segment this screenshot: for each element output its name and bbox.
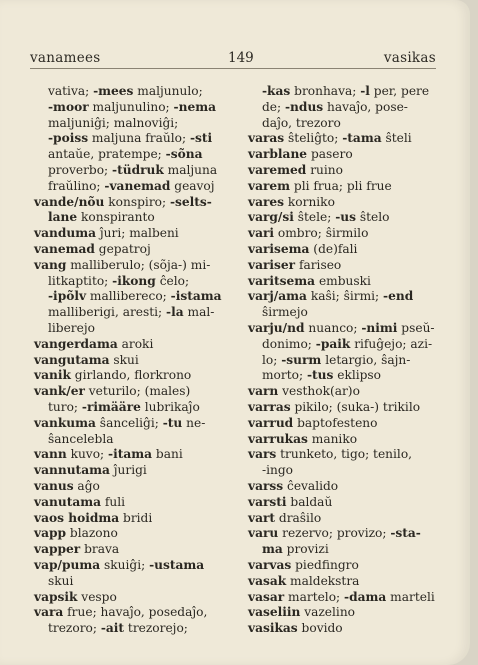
entry-headword-line: vankuma ŝanceliĝi; -tu ne- xyxy=(34,415,206,430)
entry-headword-line: varisema (de)fali xyxy=(248,241,358,256)
entry-headword-line: vapper brava xyxy=(34,542,120,557)
entry-headword-line: varras pikilo; (suka-) trikilo xyxy=(248,399,421,414)
entry-headword-line: vanduma ĵuri; malbeni xyxy=(34,226,179,241)
entry-continuation-line: -moor maljunulino; -nema xyxy=(48,99,216,114)
entry-continuation-line: ŝancelebla xyxy=(48,431,114,446)
entry-headword-line: varemed ruino xyxy=(248,162,343,177)
right-column xyxy=(248,84,444,637)
left-column xyxy=(34,84,230,637)
entry-headword-line: vasar martelo; -dama marteli xyxy=(248,589,435,604)
entry-headword-line: vann kuvo; -itama bani xyxy=(34,447,183,462)
entry-headword-line: vannutama ĵurigi xyxy=(34,463,147,478)
entry-continuation-line: skui xyxy=(48,573,74,588)
entry-headword-line: vaseliin vazelino xyxy=(248,605,356,620)
entry-headword-line: vang malliberulo; (sõja-) mi- xyxy=(34,257,211,272)
entry-headword-line: varblane pasero xyxy=(248,147,353,162)
entry-continuation-line: -ingo xyxy=(262,463,294,478)
entry-headword-line: vares korniko xyxy=(248,194,335,209)
entry-continuation-line: lane konspiranto xyxy=(48,210,155,225)
entry-headword-line: vasikas bovido xyxy=(248,621,343,636)
entry-headword-line: varem pli frua; pli frue xyxy=(248,178,392,193)
entry-headword-line: vanutama fuli xyxy=(34,494,126,509)
entry-headword-line: varss ĉevalido xyxy=(248,478,339,493)
entry-continuation-line: de; -ndus havaĵo, pose- xyxy=(262,99,408,114)
entry-continuation-line: litkaptito; -ikong ĉelo; xyxy=(48,273,190,288)
entry-headword-line: vaos hoidma bridi xyxy=(34,510,153,525)
header-rule xyxy=(30,68,436,69)
entry-headword-line: vanus aĝo xyxy=(34,478,100,493)
entry-continuation-line: proverbo; -tüdruk maljuna xyxy=(48,162,218,177)
entry-continuation-line: morto; -tus eklipso xyxy=(262,368,382,383)
entry-continuation-line: malliberigi, aresti; -la mal- xyxy=(48,305,215,320)
entry-headword-line: vart draŝilo xyxy=(248,510,322,525)
entry-continuation-line: -ipõlv mallibereco; -istama xyxy=(48,289,222,304)
entry-headword-line: vara frue; havaĵo, posedaĵo, xyxy=(34,605,208,620)
entry-headword-line: varsti baldaŭ xyxy=(248,494,333,509)
entry-headword-line: varrukas maniko xyxy=(248,431,358,446)
entry-continuation-line: maljuniĝi; malnoviĝi; xyxy=(48,115,179,130)
entry-headword-line: varrud baptofesteno xyxy=(248,415,378,430)
running-header xyxy=(30,50,436,70)
entry-headword-line: vapp blazono xyxy=(34,526,118,541)
entry-headword-line: variser fariseo xyxy=(248,257,342,272)
entry-continuation-line: trezoro; -ait trezorejo; xyxy=(48,621,188,636)
entry-headword-line: varju/nd nuanco; -nimi pseŭ- xyxy=(248,320,435,335)
entry-continuation-line: antaŭe, pratempe; -sõna xyxy=(48,147,203,162)
entry-continuation-line: ma provizi xyxy=(262,542,329,557)
entry-continuation-line: -poiss maljuna fraŭlo; -sti xyxy=(48,131,213,146)
entry-headword-line: vap/puma skuiĝi; -ustama xyxy=(34,557,205,572)
entry-continuation-line: daĵo, trezoro xyxy=(262,115,341,130)
entry-headword-line: varn vesthok(ar)o xyxy=(248,384,360,399)
entry-headword-line: varg/si ŝtele; -us ŝtelo xyxy=(248,210,390,225)
entry-headword-line: vanik girlando, florkrono xyxy=(34,368,192,383)
entry-headword-line: varas ŝteliĝto; -tama ŝteli xyxy=(248,131,412,146)
entry-continuation-line: -kas bronhava; -l per, pere xyxy=(262,84,430,98)
entry-headword-line: vande/nõu konspiro; -selts- xyxy=(34,194,212,209)
entry-headword-line: vasak maldekstra xyxy=(248,573,360,588)
entry-headword-line: varj/ama kaŝi; ŝirmi; -end xyxy=(248,289,414,304)
entry-continuation-line: lo; -surm letargio, ŝajn- xyxy=(262,352,411,367)
header-first-word: vanamees xyxy=(30,50,101,66)
entry-headword-line: varu rezervo; provizo; -sta- xyxy=(248,526,421,541)
entry-headword-line: varitsema embuski xyxy=(248,273,371,288)
header-last-word: vasikas xyxy=(383,50,436,66)
entry-headword-line: vari ombro; ŝirmilo xyxy=(248,226,369,241)
entry-headword-line: vangutama skui xyxy=(34,352,139,367)
entry-continuation-line: ŝirmejo xyxy=(262,305,308,320)
entry-headword-line: varvas piedfingro xyxy=(248,557,359,572)
entry-headword-line: vanemad gepatroj xyxy=(34,241,151,256)
entry-headword-line: vapsik vespo xyxy=(34,589,117,604)
entry-headword-line: vank/er veturilo; (males) xyxy=(34,384,191,399)
entry-continuation-line: liberejo xyxy=(48,320,95,335)
entry-headword-line: vars trunketo, tigo; tenilo, xyxy=(248,447,413,462)
entry-continuation-line: fraŭlino; -vanemad geavoj xyxy=(48,178,215,193)
entry-headword-line: vangerdama aroki xyxy=(34,336,154,351)
entry-continuation-line: donimo; -paik rifuĝejo; azi- xyxy=(262,336,433,351)
entry-continuation-line: vativa; -mees maljunulo; xyxy=(48,84,203,98)
entry-continuation-line: turo; -rimääre lubrikaĵo xyxy=(48,399,200,414)
page-number: 149 xyxy=(228,50,254,66)
